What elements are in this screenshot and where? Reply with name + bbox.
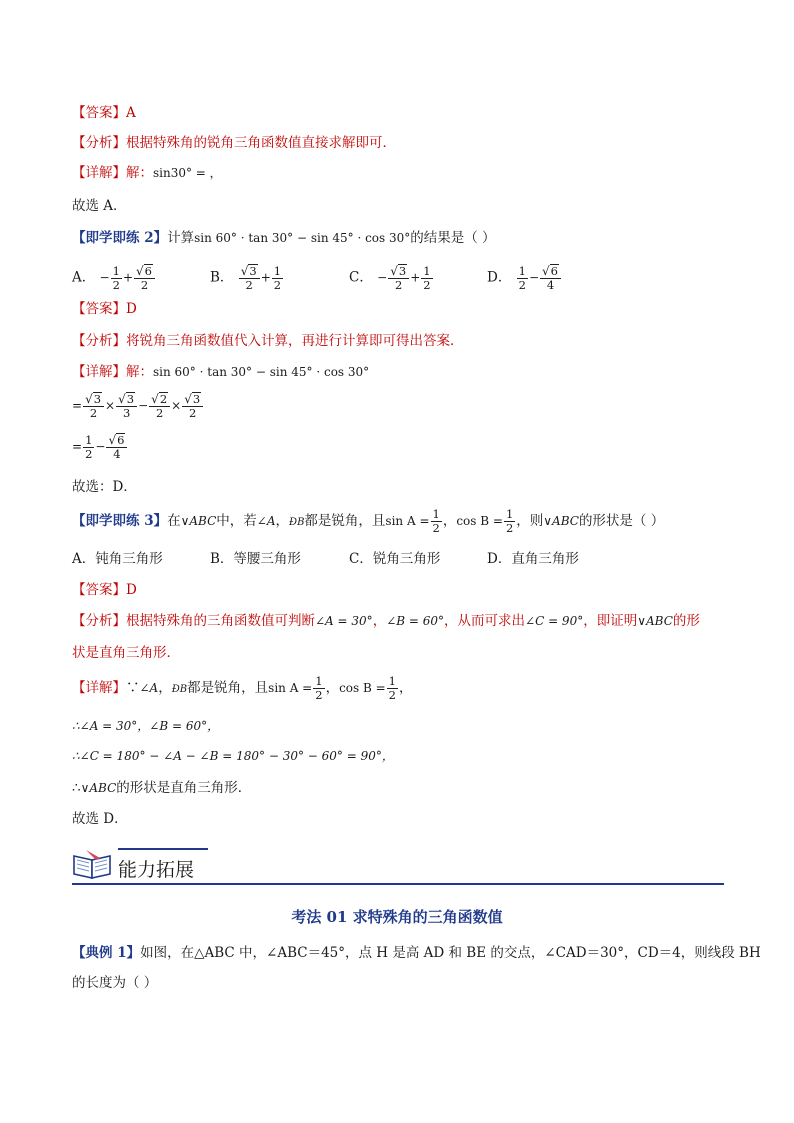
answer-line-2 — [72, 299, 722, 319]
choice-line-2 — [72, 477, 722, 497]
choice-text: 故选 A． — [72, 198, 127, 214]
analysis-text: ，即证明 — [583, 613, 638, 629]
analysis-text: 根据特殊角的锐角三角函数值直接求解即可． — [126, 135, 396, 151]
answer-line-1 — [72, 103, 722, 123]
angle-a: ∠A — [256, 514, 276, 528]
detail-math: ∴∠C = 180° − ∠A − ∠B = 180° − 30° − 60° = 90°， — [72, 749, 394, 763]
sin-a: sin A = — [385, 514, 430, 528]
book-icon — [72, 848, 114, 880]
question-3-text: ，则 — [516, 513, 544, 529]
method-title: 考法 01 求特殊角的三角函数值 — [291, 908, 503, 926]
analysis-text: ，从而可求出 — [444, 613, 526, 629]
answer-tag: 【答案】 — [72, 582, 126, 598]
option-d: D． $\frac{1}{2}$ − $\frac{√6}{4}$ — [487, 264, 562, 292]
angle-c-value: ∠C = 90° — [525, 614, 584, 628]
question-3-text: 中，若 — [216, 513, 257, 529]
question-2-math: sin 60° · tan 30° − sin 45° · cos 30° — [194, 231, 411, 245]
analysis-tag: 【分析】 — [72, 613, 126, 629]
choice-line-1 — [72, 196, 722, 216]
analysis-text: 的形 — [672, 613, 700, 629]
detail-text: 解： — [126, 364, 153, 380]
detail-step-2 — [72, 746, 722, 766]
heading-underline — [118, 848, 208, 850]
answer-tag: 【答案】 — [72, 105, 126, 121]
question-3-text: 的形状是（ ） — [578, 513, 665, 529]
question-2-pre: 计算 — [167, 230, 195, 246]
answer-line-3 — [72, 580, 722, 600]
angle-b: ĐB — [171, 684, 188, 695]
detail-tag: 【详解】 — [72, 165, 126, 181]
answer-value: D — [126, 301, 137, 317]
answer-value: D — [126, 582, 137, 598]
detail-step-3 — [72, 778, 722, 798]
option-c: C． − $\frac{√3}{2}$ + $\frac{1}{2}$ — [349, 263, 431, 292]
detail-math: ∴∠A = 30°，∠B = 60°， — [72, 719, 220, 733]
choice-text: 故选：D． — [72, 479, 137, 495]
detail-text: ， — [399, 680, 413, 696]
detail-text: ， — [325, 680, 340, 696]
question-2-post: 的结果是（ ） — [410, 230, 496, 246]
option-c-label: C． — [349, 269, 373, 286]
option-d-label: D． — [487, 269, 512, 286]
example-text-2: 的长度为（ ） — [72, 975, 158, 991]
detail-math: sin30° = ， — [153, 166, 222, 180]
analysis-line-3b — [72, 643, 722, 663]
example-1-line-2 — [72, 973, 722, 993]
sin-a: sin A = — [268, 681, 313, 695]
triangle-symbol: ∨ABC — [637, 614, 673, 628]
answer-value: A — [126, 105, 136, 121]
analysis-text: ， — [372, 613, 387, 629]
detail-tag: 【详解】 — [72, 680, 126, 696]
triangle-symbol: ∨ABC — [80, 781, 117, 795]
example-1 — [72, 943, 761, 963]
angle-b-value: ∠B = 60° — [386, 614, 445, 628]
question-2-tag: 【即学即练 2】 — [72, 230, 168, 246]
analysis-line-2 — [72, 331, 722, 351]
question-3-options — [72, 549, 722, 571]
analysis-tag: 【分析】 — [72, 333, 126, 349]
question-3: 【即学即练 3】在∨ABC中，若∠A，ĐB都是锐角，且sin A = $\frac{1}{2}$ ，cos B = $\frac{1}{2}$ ，则∨ABC的形状是（ ） — [72, 507, 665, 535]
cos-b: cos B = — [339, 681, 386, 695]
detail-text: 解： — [126, 165, 153, 181]
question-3-text: ， — [442, 513, 457, 529]
detail-text: ∵ — [126, 680, 140, 696]
option-d: D．直角三角形 — [487, 551, 579, 567]
option-b: B．等腰三角形 — [210, 551, 301, 567]
calc-step-1: = $\frac{√3}{2}$ × $\frac{√3}{3}$ − $\frac{√2}{2}$ × $\frac{√3}{2}$ — [72, 392, 722, 426]
detail-line-1 — [72, 163, 722, 183]
angle-a: ∠A — [139, 681, 159, 695]
calc-step-2: = $\frac{1}{2}$ − $\frac{√6}{4}$ — [72, 433, 722, 467]
angle-b: ĐB — [289, 517, 305, 528]
option-b: B． $\frac{√3}{2}$ + $\frac{1}{2}$ — [210, 263, 282, 292]
option-a-label: A． — [72, 269, 96, 286]
detail-math: sin 60° · tan 30° − sin 45° · cos 30° — [153, 365, 370, 379]
analysis-line-1 — [72, 133, 722, 153]
example-tag: 【典例 1】 — [72, 945, 141, 961]
question-3-tag: 【即学即练 3】 — [72, 513, 168, 529]
detail-line-2 — [72, 362, 722, 382]
question-2 — [72, 228, 722, 248]
analysis-tag: 【分析】 — [72, 135, 126, 151]
answer-tag: 【答案】 — [72, 301, 126, 317]
detail-text: ∴ — [72, 780, 81, 796]
detail-text: 都是锐角，且 — [187, 680, 269, 696]
detail-tag: 【详解】 — [72, 364, 126, 380]
section-divider — [72, 883, 724, 885]
option-b-label: B． — [210, 269, 234, 286]
choice-line-3 — [72, 809, 722, 829]
triangle-symbol: ∨ABC — [180, 514, 217, 528]
question-2-options — [72, 258, 722, 290]
option-a: A．钝角三角形 — [72, 551, 163, 567]
analysis-text: 将锐角三角函数值代入计算，再进行计算即可得出答案． — [126, 333, 464, 349]
choice-text: 故选 D． — [72, 811, 128, 827]
detail-step-1 — [72, 716, 722, 736]
angle-a-value: ∠A = 30° — [315, 614, 373, 628]
question-3-text: 在 — [167, 513, 181, 529]
question-3-text: 都是锐角，且 — [304, 513, 386, 529]
detail-text: ， — [158, 680, 172, 696]
triangle-symbol: ∨ABC — [543, 514, 579, 528]
option-a: A． − $\frac{1}{2}$ + $\frac{√6}{2}$ — [72, 264, 156, 292]
example-text: 如图，在△ABC 中，∠ABC＝45°，点 H 是高 AD 和 BE 的交点，∠CAD＝30°，CD＝4，则线段 BH — [140, 945, 761, 961]
section-title: 能力拓展 — [118, 859, 195, 881]
detail-line-3: 【详解】∵∠A，ĐB都是锐角，且sin A = $\frac{1}{2}$ ，cos B = $\frac{1}{2}$ ， — [72, 674, 413, 702]
option-c: C．锐角三角形 — [349, 551, 441, 567]
detail-text: 的形状是直角三角形． — [116, 780, 252, 796]
question-3-text: ， — [275, 513, 289, 529]
cos-b: cos B = — [456, 514, 503, 528]
analysis-text: 状是直角三角形． — [72, 645, 180, 661]
analysis-text: 根据特殊角的三角函数值可判断 — [126, 613, 315, 629]
analysis-line-3 — [72, 611, 722, 631]
